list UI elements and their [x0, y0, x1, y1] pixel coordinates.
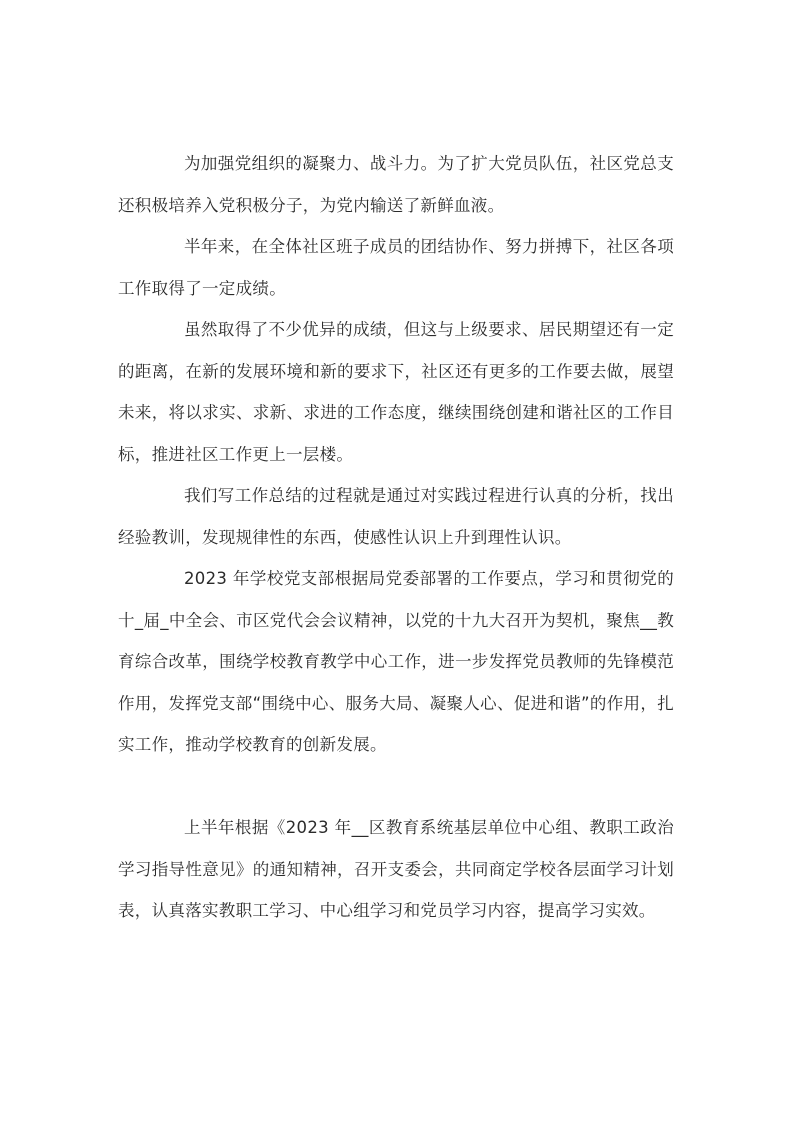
paragraph-4: 我们写工作总结的过程就是通过对实践过程进行认真的分析，找出经验教训，发现规律性的东西，使感性认识上升到理性认识。 — [118, 486, 674, 547]
paragraph-1: 为加强党组织的凝聚力、战斗力。为了扩大党员队伍，社区党总支还积极培养入党积极分子，为党内输送了新鲜血液。 — [118, 154, 674, 215]
paragraph-2: 半年来，在全体社区班子成员的团结协作、努力拼搏下，社区各项工作取得了一定成绩。 — [118, 237, 674, 298]
document-body — [118, 143, 674, 932]
blank-line — [118, 766, 674, 808]
paragraph-3: 虽然取得了不少优异的成绩，但这与上级要求、居民期望还有一定的距离，在新的发展环境和新的要求下，社区还有更多的工作要去做，展望未来，将以求实、求新、求进的工作态度，继续围绕创建和谐社区的工作目标，推进社区工作更上一层楼。 — [118, 320, 674, 464]
paragraph-5: 2023 年学校党支部根据局党委部署的工作要点，学习和贯彻党的十_届_中全会、市区党代会会议精神，以党的十九大召开为契机，聚焦__教育综合改革，围绕学校教育教学中心工作，进一步发挥党员教师的先锋模范作用，发挥党支部“围绕中心、服务大局、凝聚人心、促进和谐”的作用，扎实工作，推动学校教育的创新发展。 — [118, 569, 674, 754]
paragraph-6: 上半年根据《2023 年__区教育系统基层单位中心组、教职工政治学习指导性意见》的通知精神，召开支委会，共同商定学校各层面学习计划表，认真落实教职工学习、中心组学习和党员学习内容，提高学习实效。 — [118, 818, 674, 920]
